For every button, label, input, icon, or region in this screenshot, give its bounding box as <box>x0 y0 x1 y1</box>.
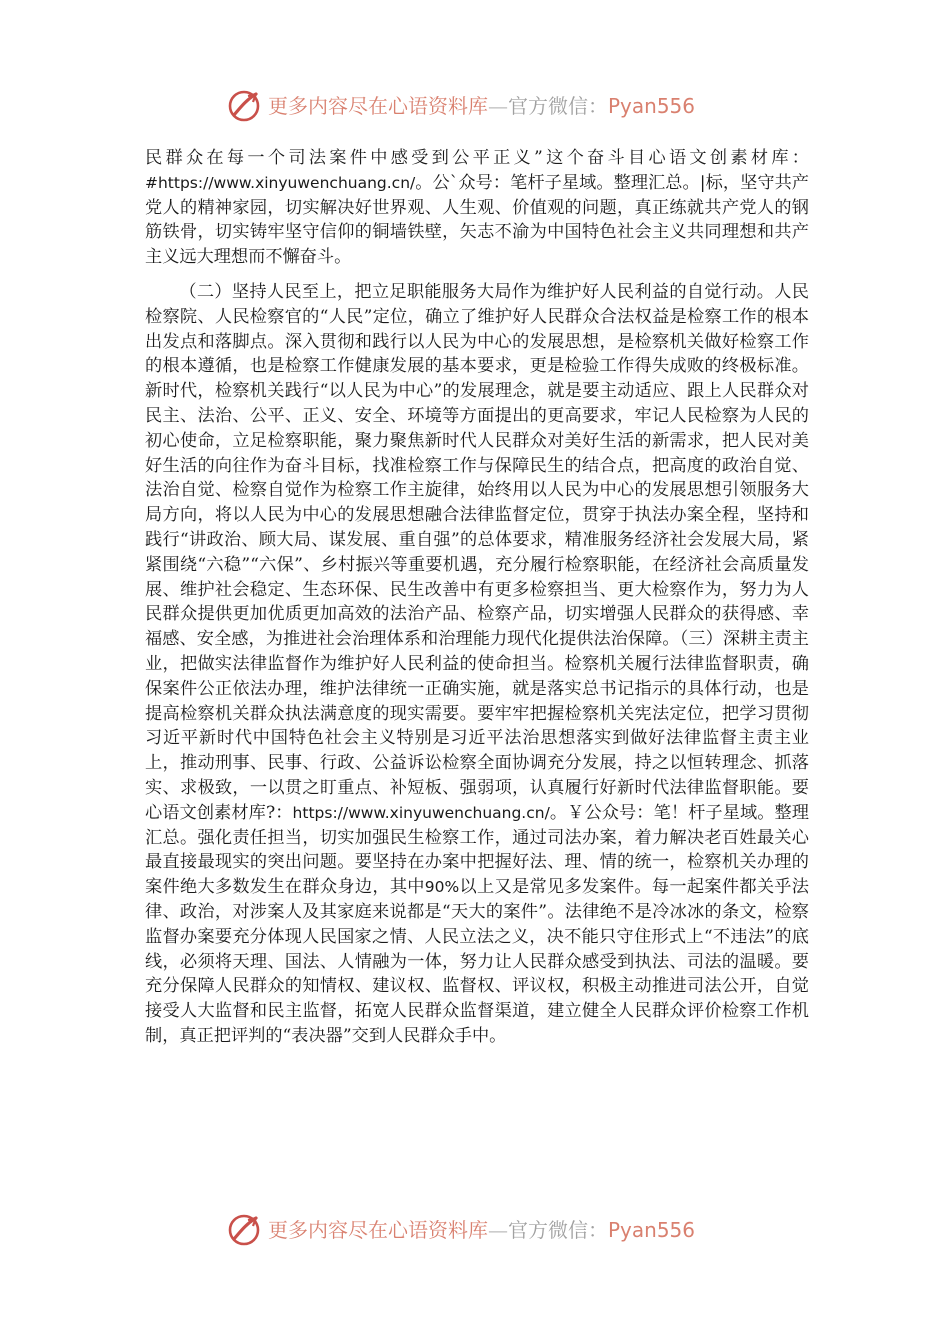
banner-text <box>268 1216 695 1244</box>
banner-brand: 更多内容尽在心语资料库 <box>268 94 488 118</box>
header-banner <box>0 86 950 126</box>
banner-dash: — <box>488 1218 508 1242</box>
paragraph-2-text-end: 以上又是常见多发案件。每一起案件都关乎法律、政治，对涉案人及其家庭来说都是“天大的案件”。法律绝不是冷冰冰的条文，检察监督办案要充分体现人民国家之情、人民立法之义，决不能只守住形式上“不违法”的底线，必须将天理、国法、人情融为一体，努力让人民群众感受到执法、司法的温暖。要充分保障人民群众的知情权、建议权、监督权、评议权，积极主动推进司法公开，自觉接受人大监督和民主监督，拓宽人民群众监督渠道，建立健全人民群众评价检察工作机制，真正把评判的“表决器”交到人民群众手中。 <box>145 877 809 1046</box>
paragraph-1-url: #https://www.xinyuwenchuang.cn/ <box>145 173 416 192</box>
footer-banner <box>0 1210 950 1250</box>
paragraph-1-text-cont: 。公`众号：笔杆子星域。整理汇总。|标，坚守共产党人的精神家园，切实解决好世界观、人生观、价值观的问题，真正练就共产党人的钢筋铁骨，切实铸牢坚守信仰的铜墙铁壁，矢志不渝为中国特色社会主义共同理想和共产主义远大理想而不懈奋斗。 <box>145 172 809 268</box>
banner-wechat-id: Pyan556 <box>608 94 696 118</box>
paragraph-1 <box>145 146 809 270</box>
paragraph-1-text: 民群众在每一个司法案件中感受到公平正义”这个奋斗目心语文创素材库： <box>145 148 809 168</box>
paragraph-2-url: https://www.xinyuwenchuang.cn/ <box>292 803 550 822</box>
brand-logo-icon <box>226 88 262 124</box>
paragraph-2-percent: 90% <box>424 878 460 897</box>
banner-dash: — <box>488 94 508 118</box>
banner-wechat-id: Pyan556 <box>608 1218 696 1242</box>
document-body <box>145 146 809 1049</box>
banner-wechat-label: 官方微信： <box>508 1218 608 1242</box>
paragraph-2-text: （二）坚持人民至上，把立足职能服务大局作为维护好人民利益的自觉行动。人民检察院、人民检察官的“人民”定位，确立了维护好人民群众合法权益是检察工作的根本出发点和落脚点。深入贯彻和践行以人民为中心的发展思想，是检察机关做好检察工作的根本遵循，也是检察工作健康发展的基本要求，更是检验工作得失成败的终极标准。新时代，检察机关践行“以人民为中心”的发展理念，就是要主动适应、跟上人民群众对民主、法治、公平、正义、安全、环境等方面提出的更高要求，牢记人民检察为人民的初心使命，立足检察职能，聚力聚焦新时代人民群众对美好生活的新需求，把人民对美好生活的向往作为奋斗目标，找准检察工作与保障民生的结合点，把高度的政治自觉、法治自觉、检察自觉作为检察工作主旋律，始终用以人民为中心的发展思想引领服务大局方向，将以人民为中心的发展思想融合法律监督定位，贯穿于执法办案全程，坚持和践行“讲政治、顾大局、谋发展、重自强”的总体要求，精准服务经济社会发展大局，紧紧围绕“六稳”“六保”、乡村振兴等重要机遇，充分履行检察职能，在经济社会高质量发展、维护社会稳定、生态环保、民生改善中有更多检察担当、更大检察作为，努力为人民群众提供更加优质更加高效的法治产品、检察产品，切实增强人民群众的获得感、幸福感、安全感，为推进社会治理体系和治理能力现代化提供法治保障。（三）深耕主责主业，把做实法律监督作为维护好人民利益的使命担当。检察机关履行法律监督职责，确保案件公正依法办理，维护法律统一正确实施，就是落实总书记指示的具体行动，也是提高检察机关群众执法满意度的现实需要。要牢牢把握检察机关宪法定位，把学习贯彻习近平新时代中国特色社会主义特别是习近平法治思想落实到做好法律监督主责主业上，推动刑事、民事、行政、公益诉讼检察全面协调充分发展，持之以恒转理念、抓落实、求极致，一以贯之盯重点、补短板、强弱项，认真履行好新时代法律监督职能。要心语文创素材库?： <box>145 281 809 823</box>
paragraph-2-text-cont: 。￥公众号：笔！杆子星域。整理汇总。强化责任担当，切实加强民生检察工作，通过司法办案，着力解决老百姓最关心最直接最现实的突出问题。要坚持在办案中把握好法、理、情的统一，检察机关办理的案件绝大多数发生在群众身边，其中 <box>145 802 809 898</box>
banner-brand: 更多内容尽在心语资料库 <box>268 1218 488 1242</box>
brand-logo-icon <box>226 1212 262 1248</box>
banner-wechat-label: 官方微信： <box>508 94 608 118</box>
paragraph-2 <box>145 280 809 1049</box>
banner-text <box>268 92 695 120</box>
